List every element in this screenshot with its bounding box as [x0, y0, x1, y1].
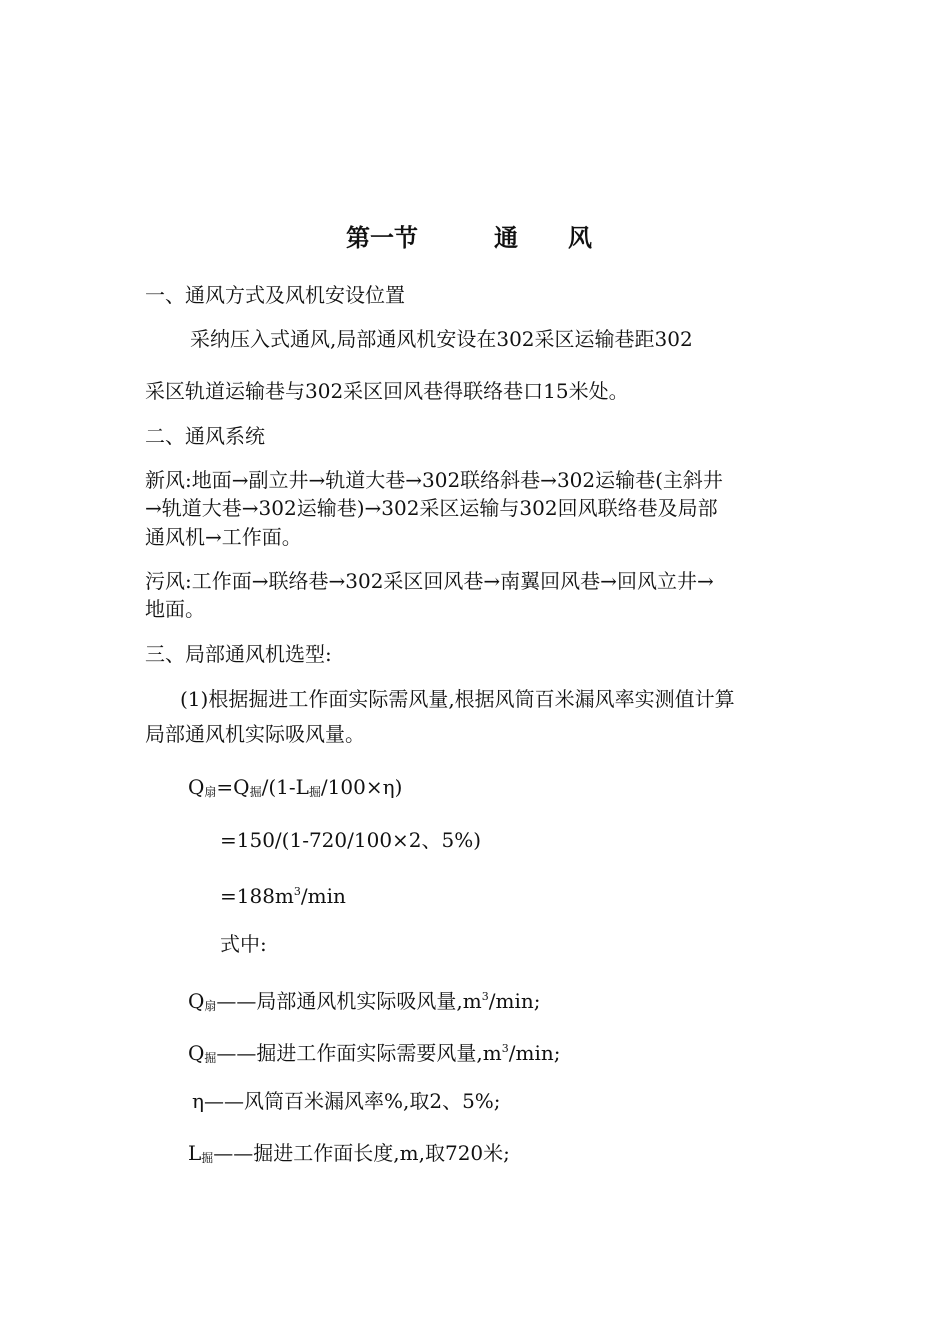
- formula-text: /min: [300, 884, 346, 908]
- definition-unit: /min;: [488, 989, 541, 1013]
- title-part-1: 第一节: [346, 224, 418, 252]
- definition-q-fan: [188, 984, 540, 1019]
- formula-text: /(1-L: [261, 775, 309, 799]
- definition-unit: /min;: [508, 1041, 561, 1065]
- formula-text: /100×η): [320, 775, 403, 799]
- definition-q-face: [188, 1036, 560, 1071]
- definition-symbol: Q: [188, 989, 205, 1013]
- formula-line-1: [188, 774, 402, 805]
- return-air-line: 污风:工作面→联络巷→302采区回风巷→南翼回风巷→回风立井→: [145, 569, 714, 593]
- heading-fan-selection: 三、局部通风机选型:: [145, 642, 332, 666]
- definition-superscript: 3: [481, 990, 489, 1003]
- formula-text: =188m: [220, 884, 294, 908]
- formula-where: 式中:: [220, 932, 267, 956]
- definition-text: ——掘进工作面实际需要风量,m: [216, 1041, 502, 1065]
- formula-line-2: =150/(1-720/100×2、5%): [220, 828, 482, 852]
- definition-length: [188, 1140, 510, 1171]
- formula-subscript: 扇: [204, 785, 217, 799]
- paragraph-line: 局部通风机实际吸风量。: [145, 722, 365, 746]
- title-part-3: 风: [568, 224, 592, 252]
- formula-subscript: 掘: [308, 785, 321, 799]
- formula-subscript: 掘: [249, 785, 262, 799]
- fresh-air-line: →轨道大巷→302运输巷)→302采区运输与302回风联络巷及局部: [145, 496, 718, 520]
- paragraph-line: 采纳压入式通风,局部通风机安设在302采区运输巷距302: [190, 327, 693, 351]
- definition-symbol: L: [188, 1141, 202, 1165]
- formula-text: =Q: [216, 775, 250, 799]
- definition-eta: η——风筒百米漏风率%,取2、5%;: [192, 1089, 501, 1113]
- title-part-2: 通: [494, 224, 518, 252]
- paragraph-line: (1)根据掘进工作面实际需风量,根据风筒百米漏风率实测值计算: [180, 687, 735, 711]
- heading-ventilation-system: 二、通风系统: [145, 424, 265, 448]
- return-air-line: 地面。: [145, 597, 205, 621]
- definition-text: ——局部通风机实际吸风量,m: [216, 989, 482, 1013]
- formula-superscript: 3: [293, 885, 301, 898]
- definition-subscript: 扇: [204, 999, 217, 1013]
- fresh-air-line: 通风机→工作面。: [145, 525, 302, 549]
- fresh-air-line: 新风:地面→副立井→轨道大巷→302联络斜巷→302运输巷(主斜井: [145, 468, 723, 492]
- formula-symbol: Q: [188, 775, 205, 799]
- definition-subscript: 掘: [204, 1051, 217, 1065]
- definition-superscript: 3: [501, 1042, 509, 1055]
- definition-subscript: 掘: [201, 1151, 214, 1165]
- formula-line-3: [220, 879, 346, 909]
- heading-ventilation-method: 一、通风方式及风机安设位置: [145, 283, 405, 307]
- section-title: [346, 222, 592, 254]
- paragraph-line: 采区轨道运输巷与302采区回风巷得联络巷口15米处。: [145, 379, 629, 403]
- definition-text: ——掘进工作面长度,m,取720米;: [213, 1141, 510, 1165]
- definition-symbol: Q: [188, 1041, 205, 1065]
